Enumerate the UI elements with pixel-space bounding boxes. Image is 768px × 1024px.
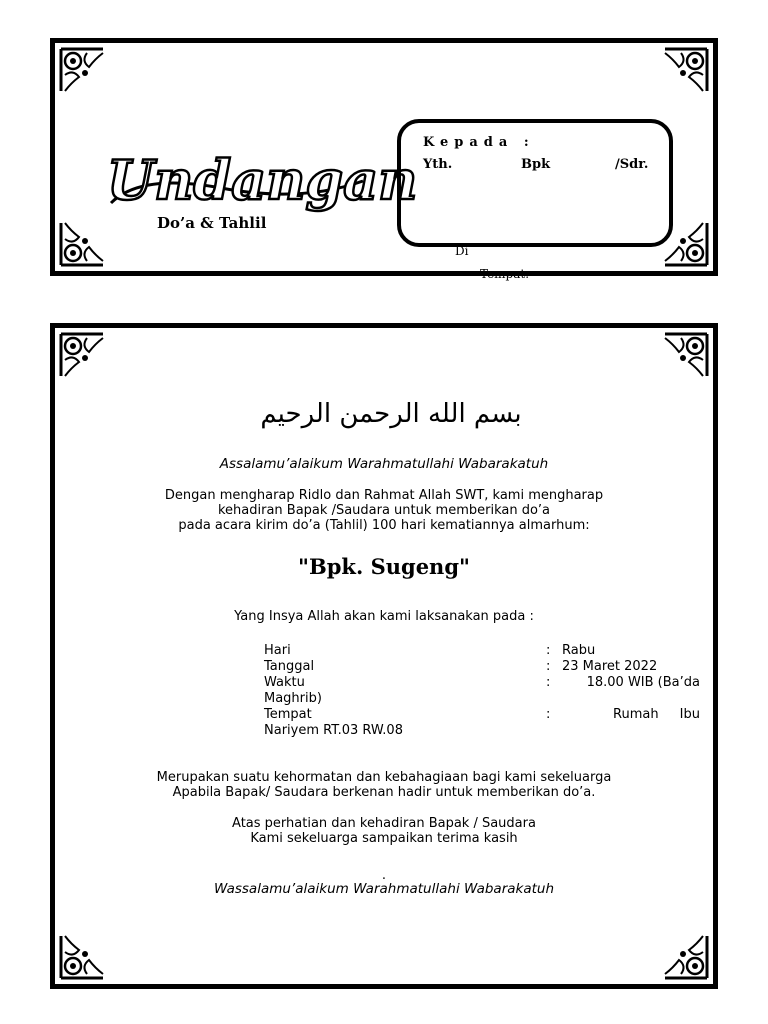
logo-text: Undangan — [107, 148, 418, 212]
tempat-value-b: Ibu — [679, 707, 700, 722]
deceased-name: "Bpk. Sugeng" — [298, 554, 470, 579]
intro-line: kehadiran Bapak /Saudara untuk memberikan do’a — [217, 503, 551, 518]
corner-ornament-icon — [663, 934, 709, 980]
intro-line: Dengan mengharap Ridlo dan Rahmat Allah SWT, kami mengharap — [164, 488, 604, 503]
di-label: Di — [455, 244, 469, 258]
intro-paragraph — [55, 488, 713, 533]
corner-ornament-icon — [59, 934, 105, 980]
greeting-open: Assalamu’alaikum Warahmatullahi Wabarakatuh — [219, 456, 549, 472]
colon: : — [546, 643, 551, 658]
waktu-value: 18.00 WIB (Ba’da — [586, 675, 700, 690]
separator-dot: . — [381, 868, 387, 883]
tanggal-value: 23 Maret 2022 — [562, 659, 658, 674]
undangan-logo — [101, 133, 418, 223]
colon: : — [546, 707, 551, 722]
colon: : — [546, 675, 551, 690]
yth-label: Yth. — [423, 157, 453, 172]
bismillah-text: بسم الله الرحمن الرحيم — [260, 399, 522, 429]
envelope-card — [50, 38, 718, 281]
corner-ornament-icon — [59, 332, 105, 378]
waktu-continued: Maghrib) — [264, 691, 322, 706]
thanks-line: Atas perhatian dan kehadiran Bapak / Saudara — [232, 816, 536, 831]
tempat-detail-label: Tempat — [264, 707, 312, 722]
closing-line: Apabila Bapak/ Saudara berkenan hadir untuk memberikan do’a. — [172, 785, 596, 800]
tempat-label: Tempat. — [480, 267, 530, 281]
invitation-letter — [50, 323, 718, 989]
tempat-continued: Nariyem RT.03 RW.08 — [264, 723, 403, 738]
greeting-close: Wassalamu’alaikum Warahmatullahi Wabarakatuh — [213, 881, 555, 897]
event-subtitle: Do’a & Tahlil — [157, 214, 267, 232]
tempat-value-a: Rumah — [613, 707, 659, 722]
kepada-label: Kepada : — [423, 135, 535, 150]
hari-label: Hari — [264, 643, 291, 658]
corner-ornament-icon — [59, 221, 105, 267]
hari-value: Rabu — [562, 643, 596, 658]
sdr-label: /Sdr. — [615, 157, 649, 172]
closing-paragraph — [55, 770, 713, 800]
corner-ornament-icon — [663, 47, 709, 93]
corner-ornament-icon — [59, 47, 105, 93]
bismillah-calligraphy — [260, 386, 522, 436]
corner-ornament-icon — [663, 332, 709, 378]
tanggal-label: Tanggal — [264, 659, 315, 674]
intro-line: pada acara kirim do’a (Tahlil) 100 hari kematiannya almarhum: — [178, 518, 590, 533]
bpk-label: Bpk — [521, 157, 551, 172]
closing-line: Merupakan suatu kehormatan dan kebahagiaan bagi kami sekeluarga — [156, 770, 612, 785]
thanks-line: Kami sekeluarga sampaikan terima kasih — [250, 831, 518, 846]
thanks-paragraph — [55, 816, 713, 846]
schedule-intro: Yang Insya Allah akan kami laksanakan pada : — [234, 609, 534, 624]
colon: : — [546, 659, 551, 674]
waktu-label: Waktu — [264, 675, 305, 690]
address-box — [397, 119, 673, 247]
